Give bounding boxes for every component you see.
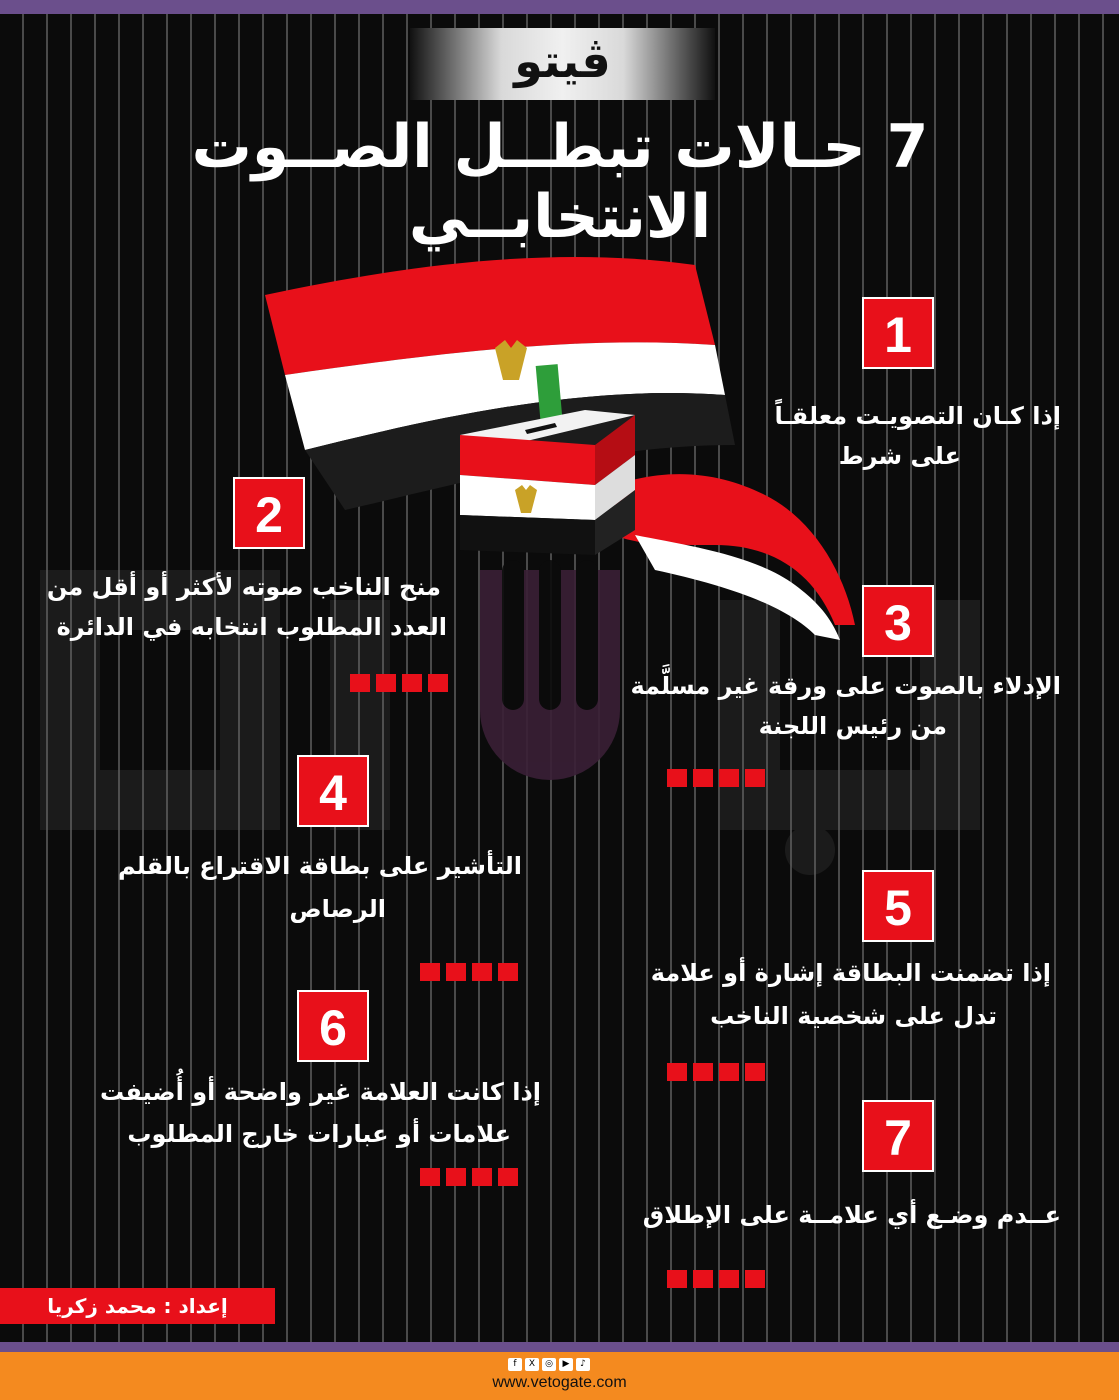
footer-bar: [0, 1352, 1119, 1400]
instagram-icon[interactable]: ◎: [542, 1358, 556, 1371]
case-6-number: 6: [297, 990, 369, 1062]
case-4-text-line2: الرصاص: [289, 895, 386, 923]
case-7-separator: [667, 1270, 765, 1288]
case-5-text-line1: إذا تضمنت البطاقة إشارة أو علامة: [650, 959, 1051, 987]
case-3-separator: [667, 769, 765, 787]
case-3-text-line2: من رئيس اللجنة: [758, 712, 947, 740]
bottom-purple-bar: [0, 1342, 1119, 1352]
social-icons: [508, 1358, 590, 1371]
case-5-separator: [667, 1063, 765, 1081]
case-2-text-line1: منح الناخب صوته لأكثر أو أقل من: [46, 573, 441, 601]
case-2-separator: [350, 674, 448, 692]
case-2-number: 2: [233, 477, 305, 549]
facebook-icon[interactable]: f: [508, 1358, 522, 1371]
youtube-icon[interactable]: ▶: [559, 1358, 573, 1371]
page-title: 7 حـالات تبطــل الصــوت الانتخابــي: [191, 112, 929, 252]
case-6-text-line2: علامات أو عبارات خارج المطلوب: [127, 1120, 511, 1148]
case-4-text-line1: التأشير على بطاقة الاقتراع بالقلم: [117, 852, 522, 880]
case-4-separator: [420, 963, 518, 981]
author-credit: إعداد : محمد زكريا: [0, 1288, 275, 1324]
case-1-number: 1: [862, 297, 934, 369]
case-5-text-line2: تدل على شخصية الناخب: [710, 1002, 997, 1030]
case-1-text-line1: إذا كـان التصويـت معلقـاً: [774, 402, 1061, 430]
case-1-text-line2: على شرط: [838, 442, 961, 470]
case-7-text-line1: عــدم وضـع أي علامــة على الإطلاق: [642, 1201, 1061, 1229]
tiktok-icon[interactable]: ♪: [576, 1358, 590, 1371]
case-7-number: 7: [862, 1100, 934, 1172]
case-3-text-line1: الإدلاء بالصوت على ورقة غير مسلَّمة: [630, 672, 1061, 700]
logo-banner: [410, 28, 715, 100]
x-icon[interactable]: X: [525, 1358, 539, 1371]
brand-logo: ڤيتو: [514, 34, 611, 88]
case-2-text-line2: العدد المطلوب انتخابه في الدائرة: [56, 613, 447, 641]
top-purple-bar: [0, 0, 1119, 14]
website-link[interactable]: www.vetogate.com: [492, 1374, 627, 1391]
case-4-number: 4: [297, 755, 369, 827]
case-3-number: 3: [862, 585, 934, 657]
case-6-separator: [420, 1168, 518, 1186]
case-5-number: 5: [862, 870, 934, 942]
case-6-text-line1: إذا كانت العلامة غير واضحة أو أُضيفت: [99, 1078, 541, 1106]
